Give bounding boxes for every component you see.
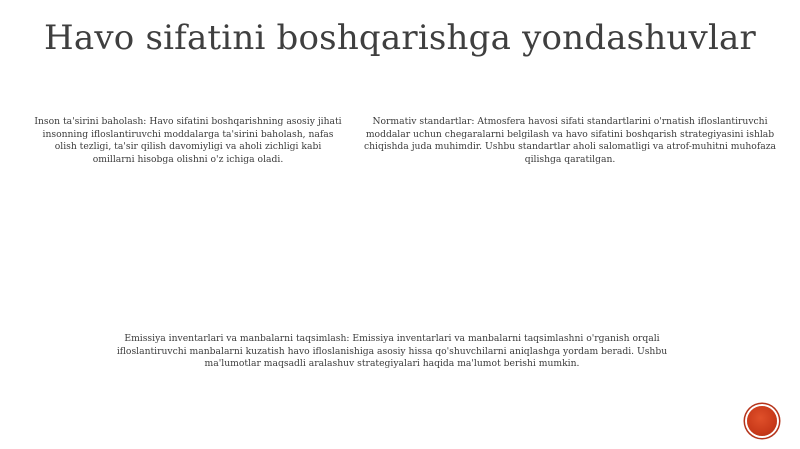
slide-title: Havo sifatini boshqarishga yondashuvlar (44, 18, 756, 58)
paragraph-emission-inventories: Emissiya inventarlari va manbalarni taqsimlash: Emissiya inventarlari va manbalarni taqsimlashni o'rganish orqali ifloslantiruvchi manbalarni kuzatish havo ifloslanishiga asosiy hissa qo'shuvchilarni aniqlashga yordam beradi. Ushbu ma'lumotlar maqsadli aralashuv strategiyalari haqida ma'lumot berishi mumkin. (116, 333, 668, 369)
paragraph-human-exposure: Inson ta'sirini baholash: Havo sifatini boshqarishning asosiy jihati insonning ifloslantiruvchi moddalarga ta'sirini baholash, nafas olish tezligi, ta'sir qilish davomiyligi va aholi zichligi kabi omillarni hisobga olishni o'z ichiga oladi. (34, 116, 342, 165)
paragraph-regulatory-standards: Normativ standartlar: Atmosfera havosi sifati standartlarini o'rnatish ifloslantiruvchi moddalar uchun chegaralarni belgilash va havo sifatini boshqarish strategiyasini ishlab chiqishda juda muhimdir. Ushbu standartlar aholi salomatligi va atrof-muhitni muhofaza qilishga qaratilgan. (363, 116, 777, 165)
slide-nav-button[interactable] (747, 406, 777, 436)
